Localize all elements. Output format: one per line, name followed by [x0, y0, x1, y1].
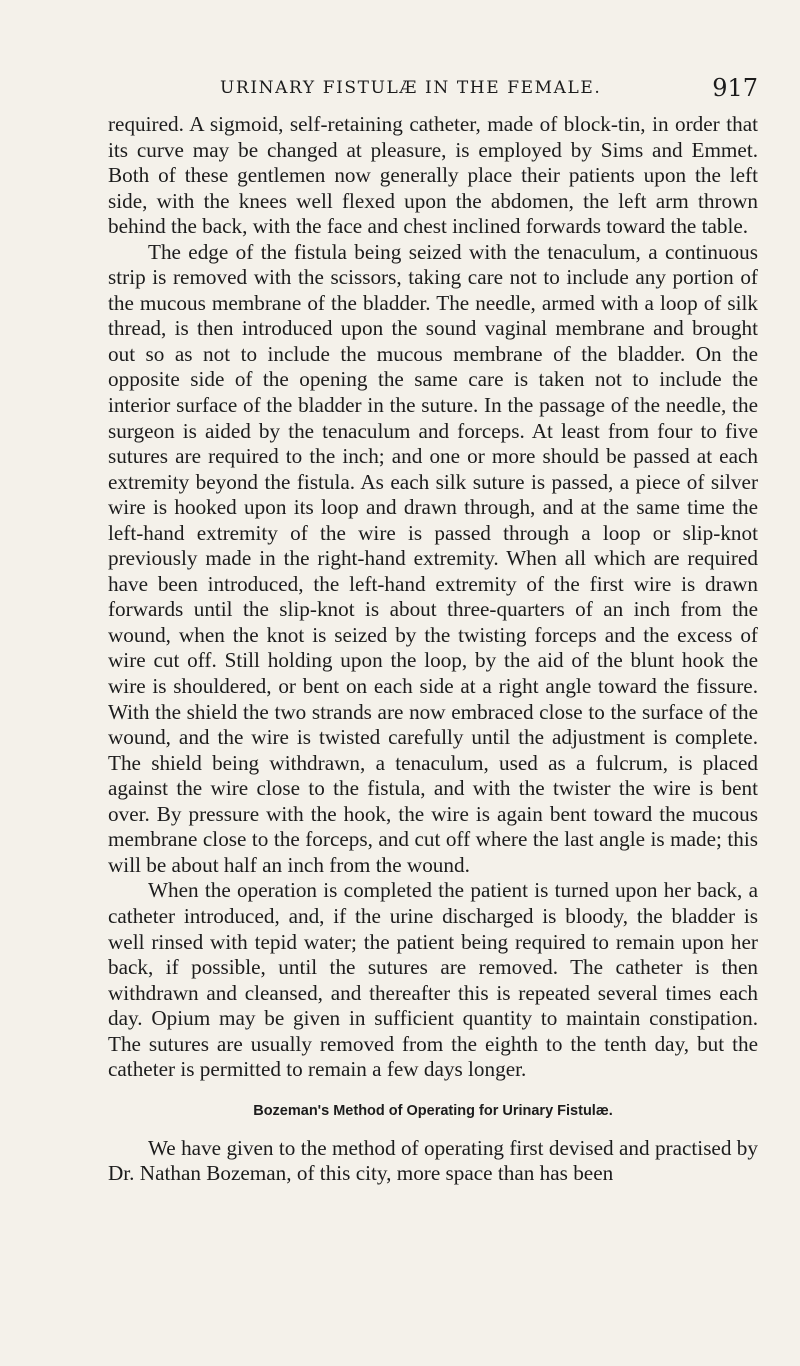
- body-text: [108, 112, 758, 1187]
- paragraph-catheter-positioning: required. A sigmoid, self-retaining catheter, made of block-tin, in order that its curve may be changed at pleasure, is employed by Sims and Emmet. Both of these gentlemen now generally place their patients upon the left side, with the knees well flexed upon the abdomen, the left arm thrown behind the back, with the face and chest inclined forwards toward the table.: [108, 112, 758, 239]
- page-number: 917: [712, 74, 758, 102]
- running-title: URINARY FISTULÆ IN THE FEMALE.: [220, 78, 602, 98]
- paragraph-bozeman-intro: We have given to the method of operating first devised and practised by Dr. Nathan Bozeman, of this city, more space than has been: [108, 1135, 758, 1186]
- paragraph-aftercare: When the operation is completed the patient is turned upon her back, a catheter introduced, and, if the urine discharged is bloody, the bladder is well rinsed with tepid water; the patient being required to remain upon her back, if possible, until the sutures are removed. The catheter is then withdrawn and cleansed, and thereafter this is repeated several times each day. Opium may be given in sufficient quantity to maintain constipation. The sutures are usually removed from the eighth to the tenth day, but the catheter is permitted to remain a few days longer.: [108, 878, 758, 1082]
- running-head: [108, 74, 758, 104]
- paragraph-suturing-technique: The edge of the fistula being seized with the tenaculum, a continuous strip is removed with the scissors, taking care not to include any portion of the mucous membrane of the bladder. The needle, armed with a loop of silk thread, is then introduced upon the sound vaginal membrane and brought out so as not to include the mucous membrane of the bladder. On the opposite side of the opening the same care is taken not to include the interior surface of the bladder in the suture. In the passage of the needle, the surgeon is aided by the tenaculum and forceps. At least from four to five sutures are required to the inch; and one or more should be passed at each extremity beyond the fistula. As each silk suture is passed, a piece of silver wire is hooked upon its loop and drawn through, and at the same time the left-hand extremity of the wire is passed through a loop or slip-knot previously made in the right-hand extremity. When all which are required have been introduced, the left-hand extremity of the first wire is drawn forwards until the slip-knot is about three-quarters of an inch from the wound, when the knot is seized by the twisting forceps and the excess of wire cut off. Still holding upon the loop, by the aid of the blunt hook the wire is shouldered, or bent on each side at a right angle toward the fissure. With the shield the two strands are now embraced close to the surface of the wound, and the wire is twisted carefully until the adjustment is complete. The shield being withdrawn, a tenaculum, used as a fulcrum, is placed against the wire close to the fistula, and with the twister the wire is bent over. By pressure with the hook, the wire is again bent toward the mucous membrane close to the forceps, and cut off where the last angle is made; this will be about half an inch from the wound.: [108, 239, 758, 877]
- section-heading: Bozeman's Method of Operating for Urinary Fistulæ.: [253, 1102, 613, 1119]
